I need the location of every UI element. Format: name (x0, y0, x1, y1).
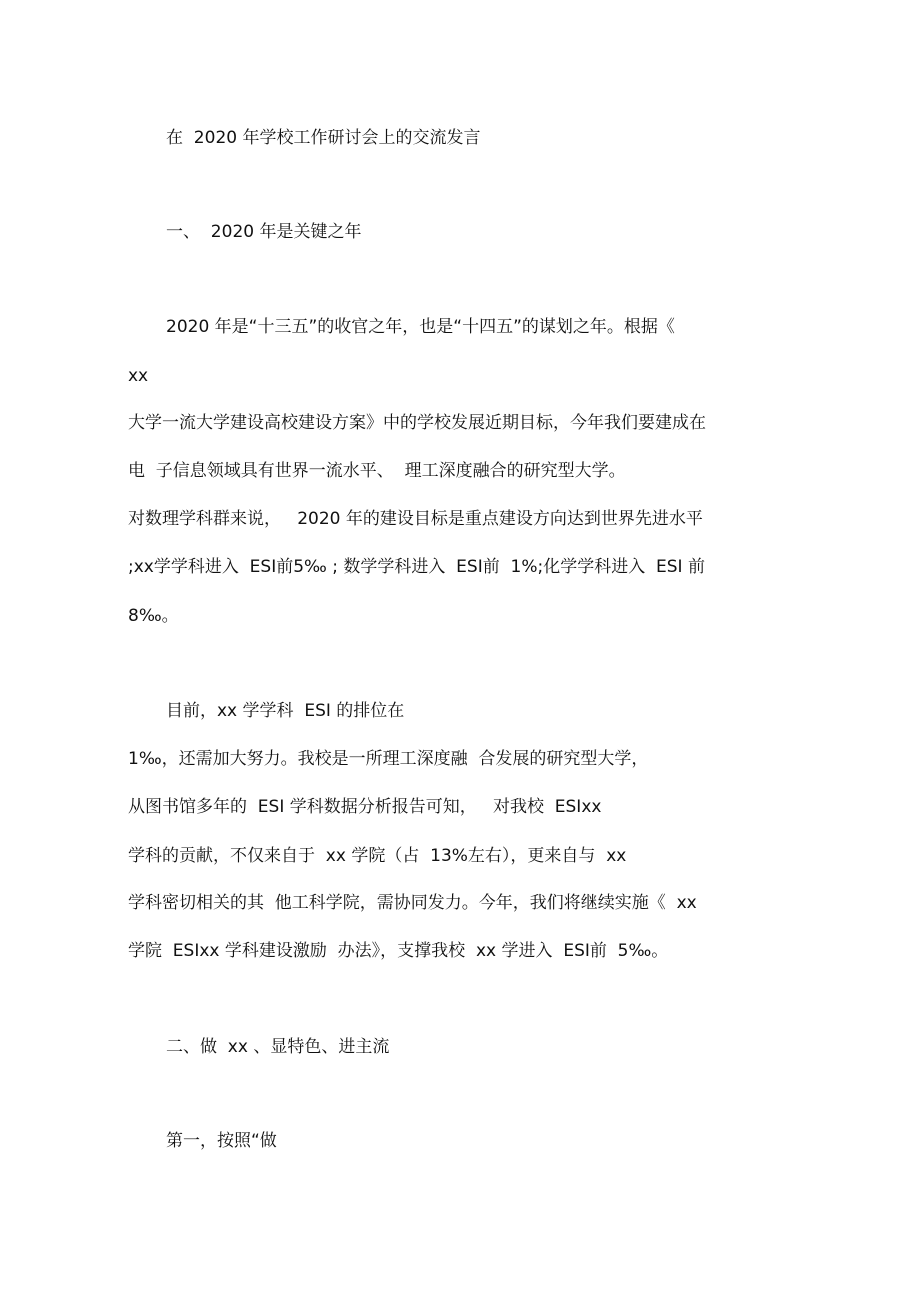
paragraph-line: ;xx学学科进入 ESI前5‰ ; 数学学科进入 ESI前 1%;化学学科进入 ESI 前 (128, 557, 705, 577)
paragraph-line: xx (128, 366, 149, 386)
paragraph-line: 8‰。 (128, 606, 179, 626)
paragraph-line: 1‰，还需加大努力。我校是一所理工深度融 合发展的研究型大学， (128, 749, 649, 769)
paragraph-line: 学院 ESIxx 学科建设激励 办法》，支撑我校 xx 学进入 ESI前 5‰。 (128, 941, 669, 961)
document-title: 在 2020 年学校工作研讨会上的交流发言 (166, 128, 481, 148)
paragraph-line: 学科密切相关的其 他工科学院，需协同发力。今年，我们将继续实施《 xx (128, 893, 697, 913)
section-1-heading: 一、 2020 年是关键之年 (166, 222, 362, 242)
paragraph-line: 2020 年是“十三五”的收官之年，也是“十四五”的谋划之年。根据《 (166, 317, 675, 337)
paragraph-line: 对数理学科群来说， 2020 年的建设目标是重点建设方向达到世界先进水平 (128, 509, 703, 529)
paragraph-line: 第一，按照“做 (166, 1131, 277, 1151)
paragraph-line: 目前，xx 学学科 ESI 的排位在 (166, 701, 405, 721)
paragraph-line: 从图书馆多年的 ESI 学科数据分析报告可知， 对我校 ESIxx (128, 797, 602, 817)
paragraph-line: 学科的贡献，不仅来自于 xx 学院（占 13%左右），更来自与 xx (128, 846, 627, 866)
section-2-heading: 二、做 xx 、显特色、进主流 (166, 1037, 390, 1057)
paragraph-line: 电 子信息领域具有世界一流水平、 理工深度融合的研究型大学。 (128, 461, 626, 481)
paragraph-line: 大学一流大学建设高校建设方案》中的学校发展近期目标，今年我们要建成在 (128, 413, 706, 433)
